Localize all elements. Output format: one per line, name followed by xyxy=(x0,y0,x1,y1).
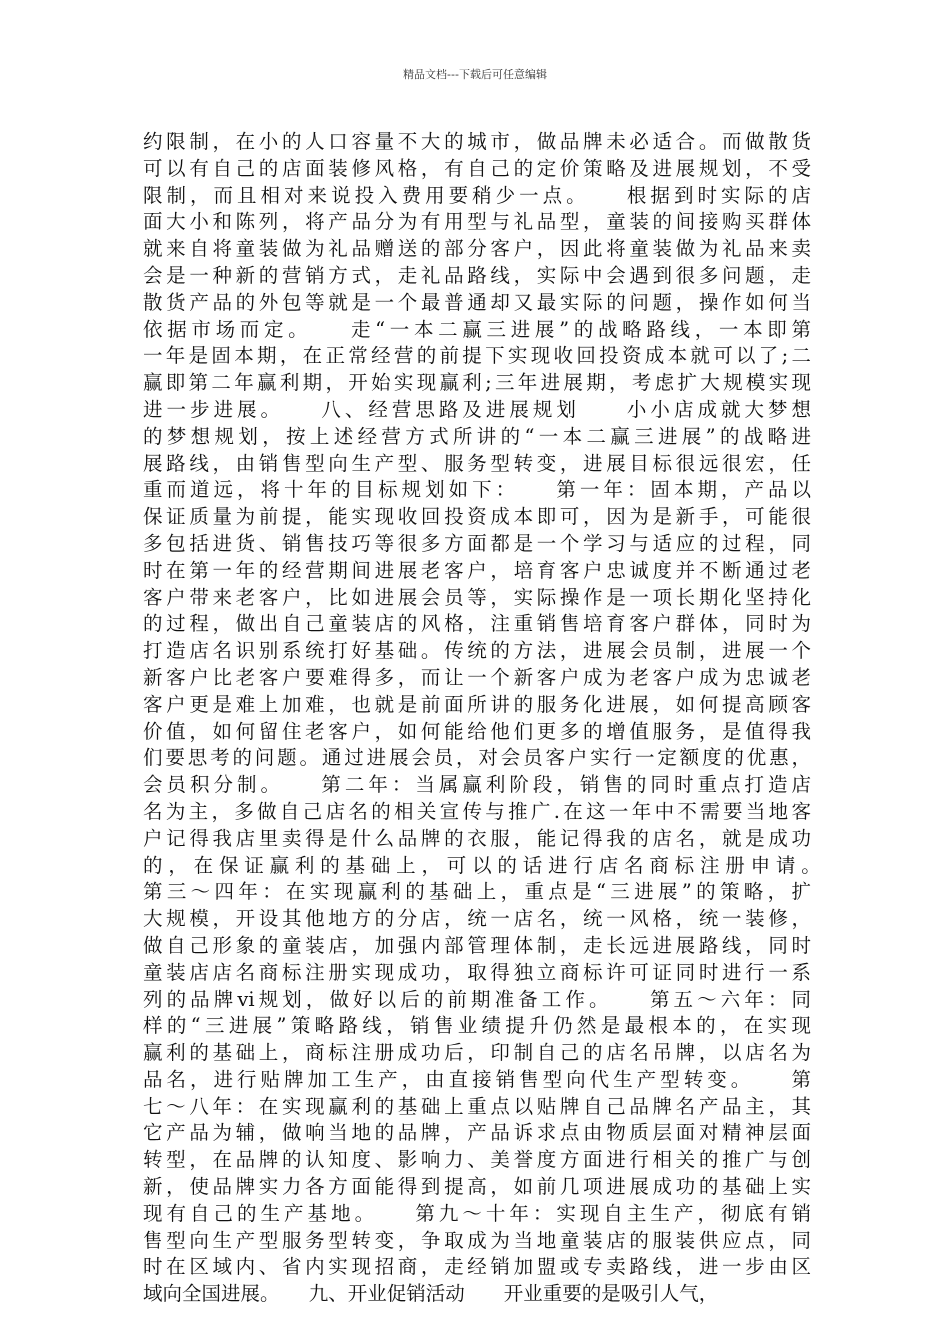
text-line: 可以有自己的店面装修风格，有自己的定价策略及进展规划，不受 xyxy=(143,156,811,180)
text-line: 户记得我店里卖得是什么品牌的衣服，能记得我的店名，就是成功 xyxy=(143,826,811,850)
text-line: 依据市场而定。 走“一本二赢三进展”的战略路线，一本即第 xyxy=(143,317,811,341)
text-line: 大规模，开设其他地方的分店，统一店名，统一风格，统一装修， xyxy=(143,907,811,931)
text-line: 进一步进展。 八、经营思路及进展规划 小小店成就大梦想 xyxy=(143,397,811,421)
text-line: 打造店名识别系统打好基础。传统的方法，进展会员制，进展一个 xyxy=(143,639,811,663)
text-line: 的梦想规划，按上述经营方式所讲的“一本二赢三进展”的战略进 xyxy=(143,424,811,448)
text-line: 客户更是难上加难，也就是前面所讲的服务化进展，如何提高顾客 xyxy=(143,692,811,716)
text-line: 童装店店名商标注册实现成功，取得独立商标许可证同时进行一系 xyxy=(143,960,811,984)
text-line: 品名，进行贴牌加工生产，由直接销售型向代生产型转变。 第 xyxy=(143,1067,811,1091)
text-line: 七～八年：在实现赢利的基础上重点以贴牌自己品牌名产品主，其 xyxy=(143,1094,811,1118)
text-line: 新客户比老客户要难得多，而让一个新客户成为老客户成为忠诚老 xyxy=(143,665,811,689)
page-header: 精品文档---下载后可任意编辑 xyxy=(403,68,547,81)
text-line: 的，在保证赢利的基础上，可以的话进行店名商标注册申请。 xyxy=(143,853,850,877)
text-line: 做自己形象的童装店，加强内部管理体制，走长远进展路线，同时 xyxy=(143,933,811,957)
text-line: 多包括进货、销售技巧等很多方面都是一个学习与适应的过程，同 xyxy=(143,531,811,555)
text-line: 展路线，由销售型向生产型、服务型转变，进展目标很远很宏，任 xyxy=(143,451,811,475)
text-line: 会是一种新的营销方式，走礼品路线，实际中会遇到很多问题，走 xyxy=(143,263,811,287)
text-line: 样的“三进展”策略路线，销售业绩提升仍然是最根本的，在实现 xyxy=(143,1014,811,1038)
text-line: 售型向生产型服务型转变，争取成为当地童装店的服装供应点，同 xyxy=(143,1228,811,1252)
text-line: 保证质量为前提，能实现收回投资成本即可，因为是新手，可能很 xyxy=(143,505,811,529)
text-line: 第三～四年：在实现赢利的基础上，重点是“三进展”的策略，扩 xyxy=(143,880,811,904)
text-line: 重而道远，将十年的目标规划如下： 第一年：固本期，产品以 xyxy=(143,478,811,502)
text-line: 就来自将童装做为礼品赠送的部分客户，因此将童装做为礼品来卖 xyxy=(143,237,811,261)
text-line: 它产品为辅，做响当地的品牌，产品诉求点由物质层面对精神层面 xyxy=(143,1121,811,1145)
text-line: 列的品牌vi规划，做好以后的前期准备工作。 第五～六年：同 xyxy=(143,987,811,1011)
text-line: 现有自己的生产基地。 第九～十年：实现自主生产，彻底有销 xyxy=(143,1201,811,1225)
text-line: 会员积分制。 第二年：当属赢利阶段，销售的同时重点打造店 xyxy=(143,773,811,797)
text-line: 时在区域内、省内实现招商，走经销加盟或专卖路线，进一步由区 xyxy=(143,1255,811,1279)
text-line: 面大小和陈列，将产品分为有用型与礼品型，童装的间接购买群体 xyxy=(143,210,811,234)
text-line: 时在第一年的经营期间进展老客户，培育客户忠诚度并不断通过老 xyxy=(143,558,811,582)
text-line: 新，使品牌实力各方面能得到提高，如前几项进展成功的基础上实 xyxy=(143,1175,811,1199)
text-line: 名为主，多做自己店名的相关宣传与推广.在这一年中不需要当地客 xyxy=(143,799,811,823)
text-line: 限制，而且相对来说投入费用要稍少一点。 根据到时实际的店 xyxy=(143,183,811,207)
text-line: 散货产品的外包等就是一个最普通却又最实际的问题，操作如何当 xyxy=(143,290,811,314)
text-line: 们要思考的问题。通过进展会员，对会员客户实行一定额度的优惠， xyxy=(143,746,811,770)
text-line: 约限制，在小的人口容量不大的城市，做品牌未必适合。而做散货 xyxy=(143,130,811,153)
text-line: 赢即第二年赢利期，开始实现赢利;三年进展期，考虑扩大规模实现 xyxy=(143,371,811,395)
text-line: 价值，如何留住老客户，如何能给他们更多的增值服务，是值得我 xyxy=(143,719,811,743)
text-line: 的过程，做出自己童装店的风格，注重销售培育客户群体，同时为 xyxy=(143,612,811,636)
text-line: 一年是固本期，在正常经营的前提下实现收回投资成本就可以了;二 xyxy=(143,344,811,368)
text-line: 赢利的基础上，商标注册成功后，印制自己的店名吊牌，以店名为 xyxy=(143,1041,811,1065)
text-line: 域向全国进展。 九、开业促销活动 开业重要的是吸引人气， xyxy=(143,1282,719,1306)
text-line: 转型，在品牌的认知度、影响力、美誉度方面进行相关的推广与创 xyxy=(143,1148,811,1172)
text-line: 客户带来老客户，比如进展会员等，实际操作是一项长期化坚持化 xyxy=(143,585,811,609)
body-text xyxy=(143,129,850,1308)
